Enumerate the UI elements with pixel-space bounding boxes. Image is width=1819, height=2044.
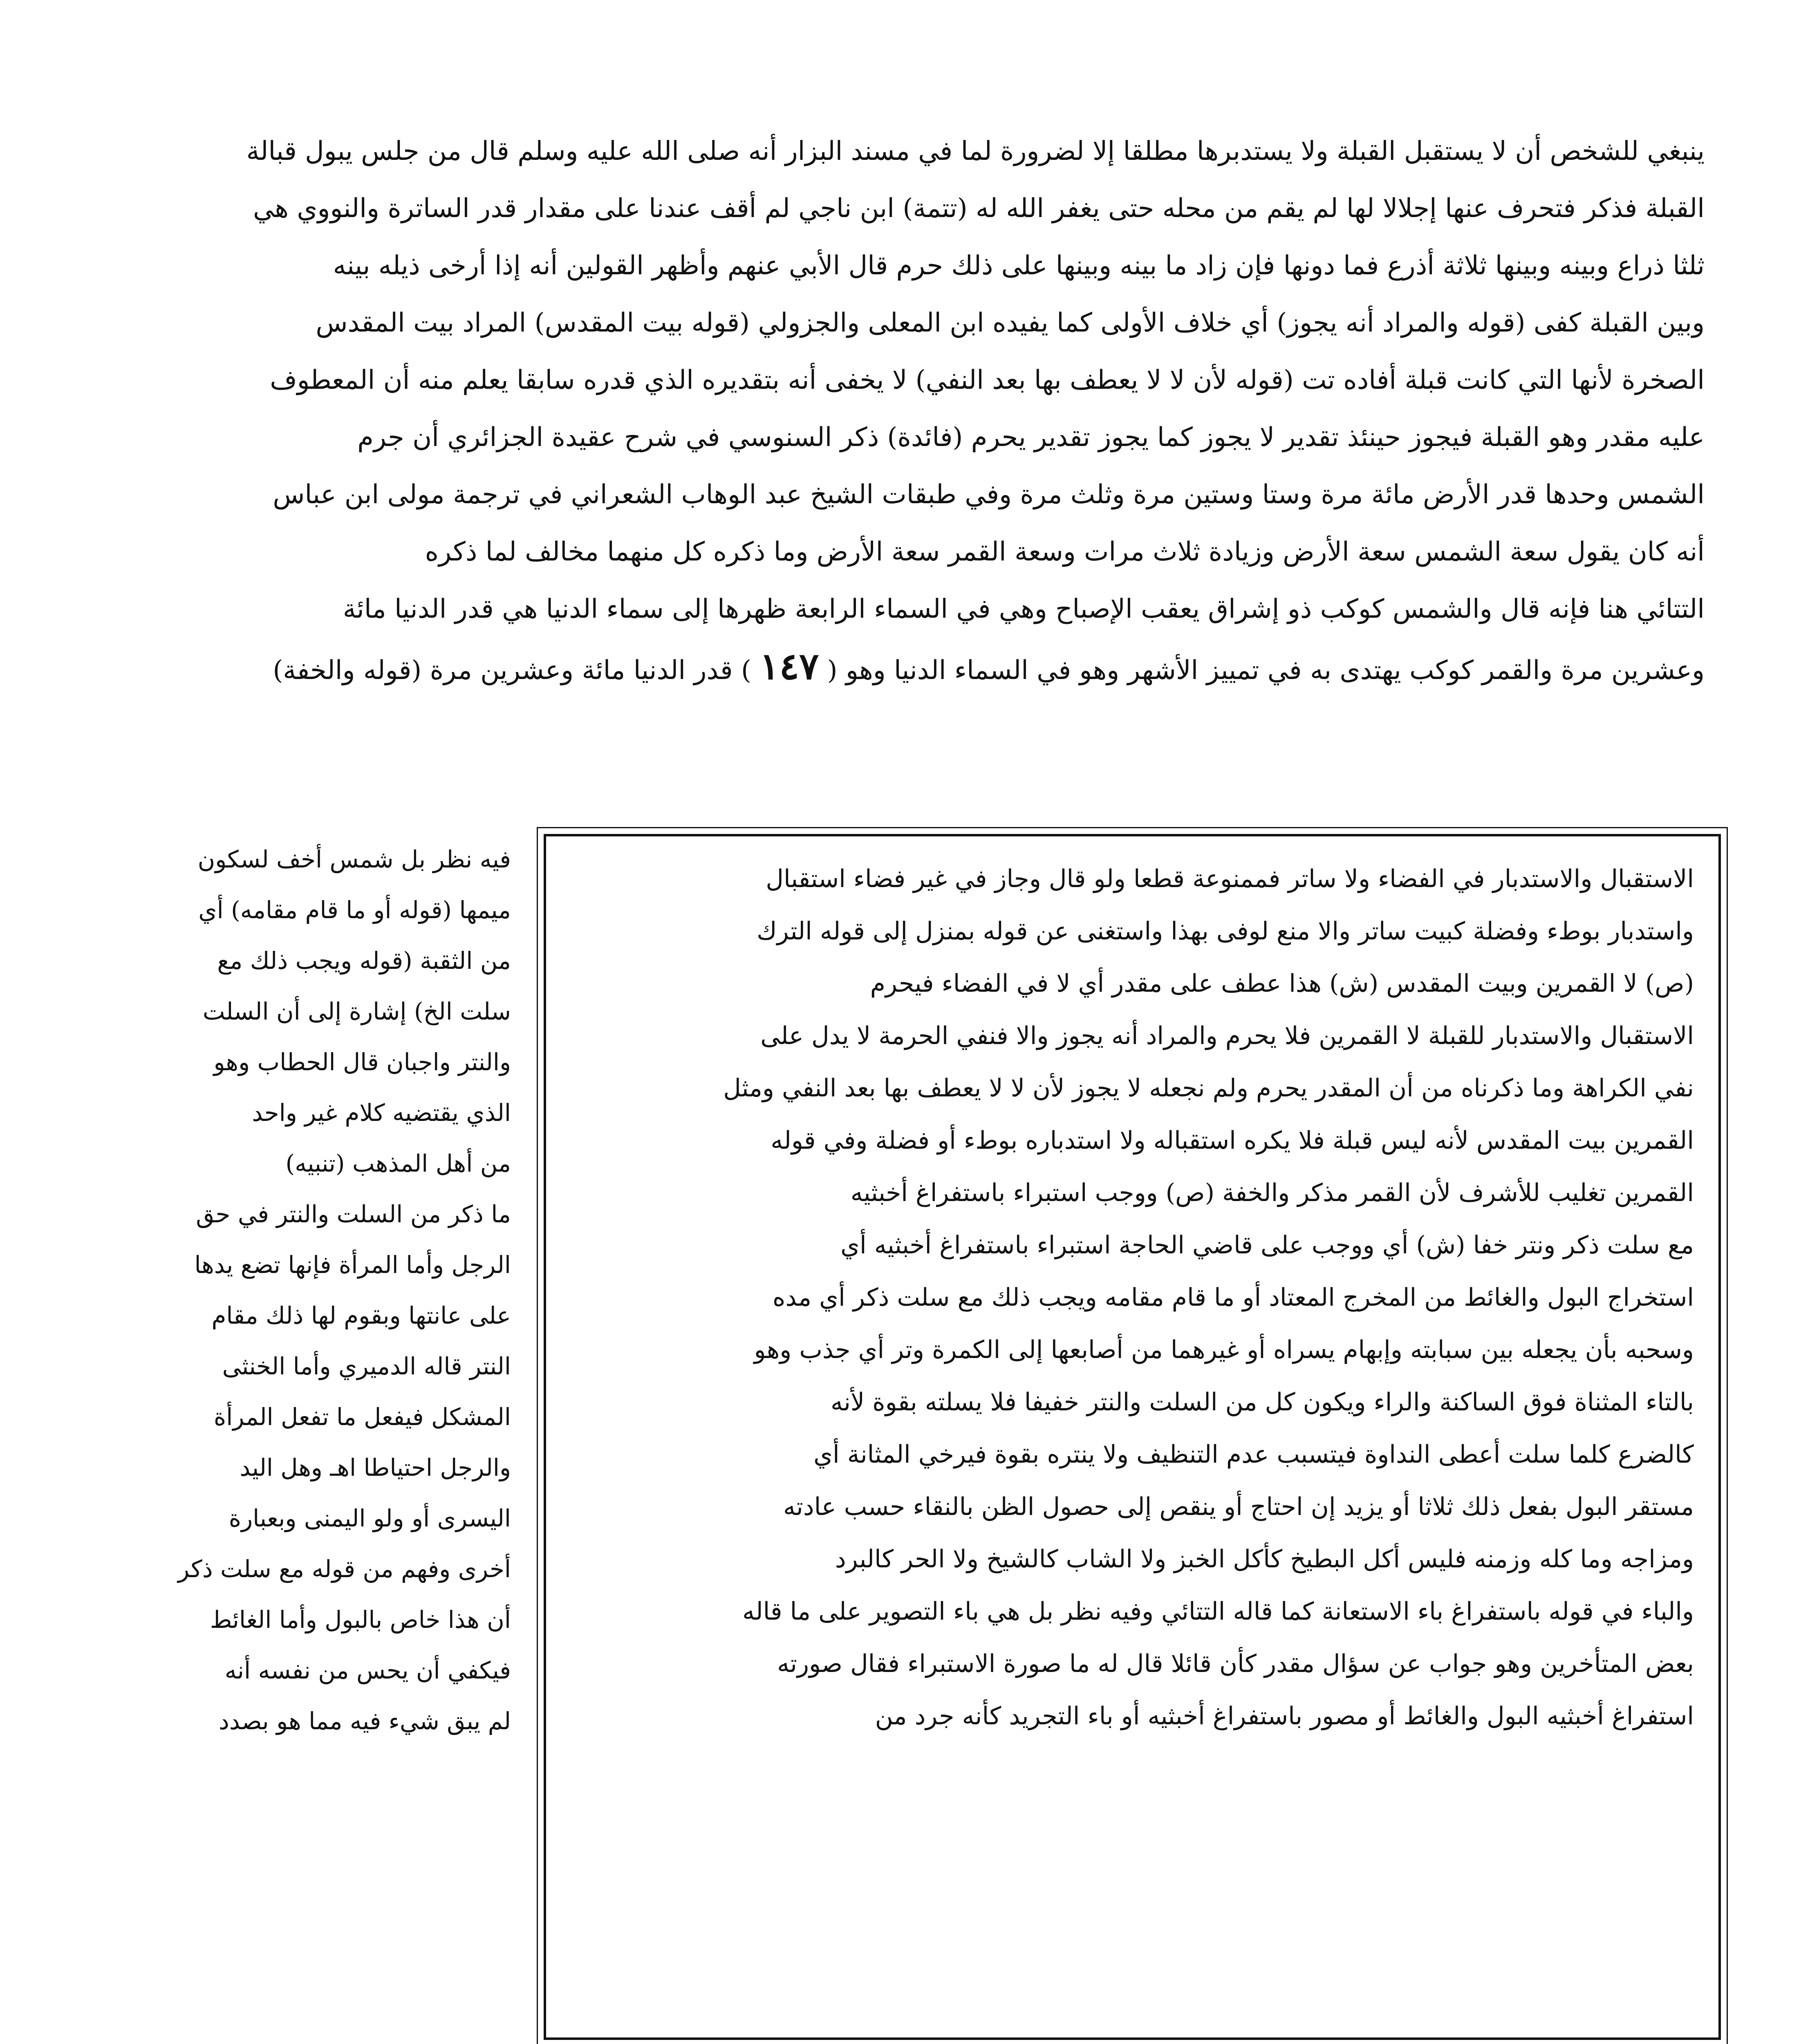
text-line: من أهل المذهب (تنبيه) [285, 1150, 511, 1177]
text-line: من الثقبة (قوله ويجب ذلك مع [217, 947, 511, 975]
text-segment: قدر الدنيا مائة وعشرين مرة (قوله والخفة) [273, 655, 733, 686]
text-line: مستقر البول بفعل ذلك ثلاثا أو يزيد إن احتاج أو ينقص إلى حصول الظن بالنقاء حسب عادته [783, 1493, 1694, 1521]
text-line: ما ذكر من السلت والنتر في حق [196, 1200, 511, 1228]
text-line: أن هذا خاص بالبول وأما الغائط [210, 1606, 511, 1634]
text-line: الصخرة لأنها التي كانت قبلة أفاده تت (قوله لأن لا لا يعطف بها بعد النفي) لا يخفى أنه بتقديره الذي قدره سابقا يعلم منه أن المعطوف [270, 365, 1705, 395]
text-line: والرجل احتياطا اهـ وهل اليد [240, 1454, 511, 1481]
text-line: التتائي هنا فإنه قال والشمس كوكب ذو إشراق يعقب الإصباح وهي في السماء الرابعة ظهرها إلى سماء الدنيا هي قدر الدنيا مائة [343, 594, 1705, 624]
text-line: ومزاجه وما كله وزمنه فليس أكل البطيخ كأكل الخبز ولا الشاب كالشيخ ولا الحر كالبرد [835, 1545, 1694, 1573]
text-line: وسحبه بأن يجعله بين سبابته وإبهام يسراه أو غيرهما من أصابعها إلى الكمرة وتر أي جذب وهو [754, 1336, 1694, 1364]
text-line: فيه نظر بل شمس أخف لسكون [197, 845, 511, 873]
text-line: النتر قاله الدميري وأما الخنثى [222, 1352, 511, 1380]
text-line: عليه مقدر وهو القبلة فيجوز حينئذ تقدير لا يجوز كما يجوز تقدير يحرم (فائدة) ذكر السنوسي في شرح عقيدة الجزائري أن جرم [357, 422, 1705, 453]
text-line: القمرين بيت المقدس لأنه ليس قبلة فلا يكره استقباله ولا استدباره بوطء أو فضلة وفي قوله [771, 1126, 1694, 1155]
text-line: والنتر واجبان قال الحطاب وهو [213, 1048, 511, 1076]
text-line: القبلة فذكر فتحرف عنها إجلالا لها لم يقم من محله حتى يغفر الله له (تتمة) ابن ناجي لم أقف عندنا على مقدار قدر الساترة والنووي هي [253, 193, 1705, 224]
text-line: اليسرى أو ولو اليمنى وبعبارة [228, 1504, 511, 1532]
text-line: ينبغي للشخص أن لا يستقبل القبلة ولا يستدبرها مطلقا إلا لضرورة لما في مسند البزار أنه صلى الله عليه وسلم قال من جلس يبول قبالة [246, 136, 1705, 166]
text-line: المشكل فيفعل ما تفعل المرأة [213, 1403, 511, 1431]
text-line: سلت الخ) إشارة إلى أن السلت [202, 997, 511, 1025]
text-line: وبين القبلة كفى (قوله والمراد أنه يجوز) أي خلاف الأولى كما يفيده ابن المعلى والجزولي (قوله بيت المقدس) المراد بيت المقدس [316, 308, 1705, 338]
text-line: الاستقبال والاستدبار في الفضاء ولا ساتر فممنوعة قطعا ولو قال وجاز في غير فضاء استقبال [766, 865, 1694, 893]
text-line: لم يبق شيء فيه مما هو بصدد [219, 1707, 511, 1735]
text-line: أنه كان يقول سعة الشمس سعة الأرض وزيادة ثلاث مرات وسعة القمر سعة الأرض وما ذكره كل منهما مخالف لما ذكره [425, 537, 1705, 567]
text-line: (ص) لا القمرين وبيت المقدس (ش) هذا عطف على مقدر أي لا في الفضاء فيحرم [870, 969, 1694, 998]
text-line: بالتاء المثناة فوق الساكنة والراء ويكون كل من السلت والنتر خفيفا فلا يسلته بقوة لأنه [831, 1388, 1694, 1416]
side-margin-text [131, 834, 511, 2044]
text-line: واستدبار بوطء وفضلة كبيت ساتر والا منع لوفى بهذا واستغنى عن قوله بمنزل إلى قوله الترك [757, 917, 1694, 946]
text-line: استخراج البول والغائط من المخرج المعتاد أو ما قام مقامه ويجب ذلك مع سلت ذكر أي مده [773, 1283, 1694, 1312]
page-number: ١٤٧ [759, 645, 819, 688]
text-line: ميمها (قوله أو ما قام مقامه) أي [198, 896, 511, 924]
text-line: كالضرع كلما سلت أعطى النداوة فيتسبب عدم التنظيف ولا ينتره بقوة فيرخي المثانة أي [813, 1440, 1694, 1469]
main-text-box [544, 834, 1721, 2040]
text-line: استفراغ أخبثيه البول والغائط أو مصور باستفراغ أخبثيه أو باء التجريد كأنه جرد من [875, 1702, 1694, 1730]
text-line: ثلثا ذراع وبينه وبينها ثلاثة أذرع فما دونها فإن زاد ما بينه وبينها على ذلك حرم قال الأبي عنهم وأظهر القولين أنه إذا أرخى ذيله بينه [333, 251, 1705, 281]
text-line-with-page-number: وعشرين مرة والقمر كوكب يهتدى به في تمييز الأشهر وهو في السماء الدنيا وهو ( ١٤٧ ) قدر الدنيا مائة وعشرين مرة (قوله والخفة) [273, 645, 1705, 688]
text-line: أخرى وفهم من قوله مع سلت ذكر [178, 1555, 511, 1583]
text-line: فيكفي أن يحس من نفسه أنه [224, 1656, 511, 1684]
text-line: بعض المتأخرين وهو جواب عن سؤال مقدر كأن قائلا قال له ما صورة الاستبراء فقال صورته [777, 1650, 1694, 1678]
text-line: نفي الكراهة وما ذكرناه من أن المقدر يحرم ولم نجعله لا يجوز لأن لا لا يعطف بها بعد النفي ومثل [723, 1074, 1694, 1103]
text-line: مع سلت ذكر ونتر خفا (ش) أي ووجب على قاضي الحاجة استبراء باستفراغ أخبثيه أي [840, 1231, 1694, 1260]
top-text-block [135, 123, 1705, 818]
text-line: الرجل وأما المرأة فإنها تضع يدها [194, 1251, 511, 1279]
text-line: الشمس وحدها قدر الأرض مائة مرة وستا وستين مرة وثلث مرة وفي طبقات الشيخ عبد الوهاب الشعراني في ترجمة مولى ابن عباس [273, 480, 1705, 510]
text-line: والباء في قوله باستفراغ باء الاستعانة كما قاله التتائي وفيه نظر بل هي باء التصوير على ما قاله [742, 1597, 1694, 1626]
text-line: القمرين تغليب للأشرف لأن القمر مذكر والخفة (ص) ووجب استبراء باستفراغ أخبثيه [850, 1179, 1694, 1207]
text-segment: وعشرين مرة والقمر كوكب يهتدى به في تمييز الأشهر وهو في السماء الدنيا وهو [845, 655, 1705, 686]
text-line: الذي يقتضيه كلام غير واحد [252, 1099, 511, 1127]
text-line: الاستقبال والاستدبار للقبلة لا القمرين فلا يحرم والمراد أنه يجوز والا فنفي الحرمة لا يدل على [760, 1022, 1694, 1050]
text-line: على عانتها وبقوم لها ذلك مقام [211, 1302, 511, 1329]
